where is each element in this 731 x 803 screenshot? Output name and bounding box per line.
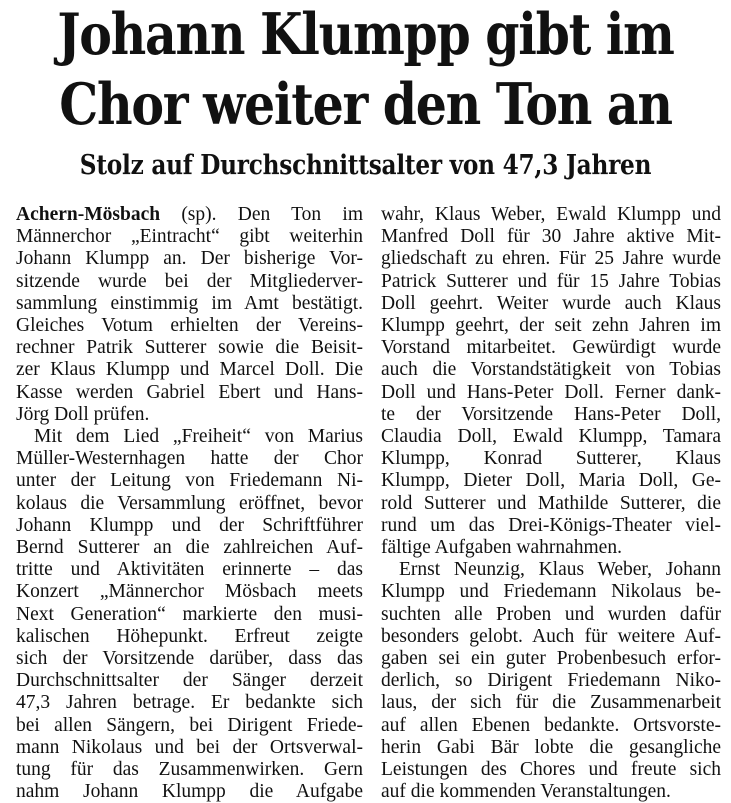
text-line: Durchschnittsalter der Sänger derzeit — [16, 670, 363, 692]
text-line: Manfred Doll für 30 Jahre aktive Mit- — [381, 226, 721, 248]
text-line: Müller-Westernhagen hatte der Chor — [16, 448, 363, 470]
text-line: besonders gelobt. Auch für weitere Auf- — [381, 625, 721, 647]
text-line: 47,3 Jahren betrage. Er bedankte sich — [16, 692, 363, 714]
text-line: Patrick Sutterer und für 15 Jahre Tobias — [381, 270, 721, 292]
text-line: Bernd Sutterer an die zahlreichen Auf- — [16, 537, 363, 559]
text-line: Johann Klumpp und der Schriftführer — [16, 514, 363, 536]
text-line: te der Vorsitzende Hans-Peter Doll, — [381, 403, 721, 425]
text-line-content: (sp). Den Ton im — [160, 204, 363, 225]
text-line: mann Nikolaus und bei der Ortsverwal- — [16, 736, 363, 758]
text-line: bei allen Sängern, bei Dirigent Friede- — [16, 714, 363, 736]
text-line: Klumpp, Konrad Sutterer, Klaus — [381, 448, 721, 470]
text-line: rechner Patrik Sutterer sowie die Beisit- — [16, 337, 363, 359]
text-line: Ernst Neunzig, Klaus Weber, Johann — [399, 559, 721, 581]
text-line: sammlung einstimmig im Amt bestätigt. — [16, 292, 363, 314]
text-line: fältige Aufgaben wahrnahmen. — [381, 537, 622, 559]
text-line: sitzende wurde bei der Mitgliederver- — [16, 270, 363, 292]
text-line: auch die Vorstandstätigkeit von Tobias — [381, 359, 721, 381]
text-line: gliedschaft zu ehren. Für 25 Jahre wurde — [381, 248, 721, 270]
subheadline: Stolz auf Durchschnittsalter von 47,3 Jahren — [79, 150, 652, 181]
text-line: Klumpp geehrt, der seit zehn Jahren im — [381, 315, 721, 337]
text-line: Claudia Doll, Ewald Klumpp, Tamara — [381, 426, 721, 448]
text-line: Jörg Doll prüfen. — [16, 403, 150, 425]
article-column-right — [381, 204, 721, 803]
text-line: Vorstand mitarbeitet. Gewürdigt wurde — [381, 337, 721, 359]
text-line: tritte und Aktivitäten erinnerte – das — [16, 559, 363, 581]
headline-line-1: Johann Klumpp gibt im — [57, 1, 674, 68]
text-line: Gleiches Votum erhielten der Vereins- — [16, 315, 363, 337]
text-line: auf allen Ebenen bedankte. Ortsvorste- — [381, 714, 721, 736]
text-line: auf die kommenden Veranstaltungen. — [381, 781, 671, 803]
text-line: wahr, Klaus Weber, Ewald Klumpp und — [381, 204, 721, 225]
dateline: Achern-Mösbach — [16, 204, 161, 225]
text-line: Next Generation“ markierte den musi- — [16, 603, 363, 625]
text-line: suchten alle Proben und wurden dafür — [381, 603, 721, 625]
text-line: Klumpp und Friedemann Nikolaus be- — [381, 581, 721, 603]
headline-line-2: Chor weiter den Ton an — [59, 71, 672, 138]
text-line: Leistungen des Chores und freute sich — [381, 759, 721, 781]
text-line: kalischen Höhepunkt. Erfreut zeigte — [16, 625, 363, 647]
text-line: Klumpp, Dieter Doll, Maria Doll, Ge- — [381, 470, 721, 492]
text-line: rold Sutterer und Mathilde Sutterer, die — [381, 492, 721, 514]
text-line: Männerchor „Eintracht“ gibt weiterhin — [16, 226, 363, 248]
text-line: Doll und Hans-Peter Doll. Ferner dank- — [381, 381, 721, 403]
text-line: rund um das Drei-Königs-Theater viel- — [381, 514, 721, 536]
text-line: Doll geehrt. Weiter wurde auch Klaus — [381, 292, 721, 314]
text-line: derlich, so Dirigent Friedemann Niko- — [381, 670, 721, 692]
text-line: tung für das Zusammenwirken. Gern — [16, 759, 363, 781]
text-line: unter der Leitung von Friedemann Ni- — [16, 470, 363, 492]
text-line: nahm Johann Klumpp die Aufgabe — [16, 781, 363, 803]
text-line: sich der Vorsitzende darüber, dass das — [16, 648, 363, 670]
text-line: zer Klaus Klumpp und Marcel Doll. Die — [16, 359, 363, 381]
text-line — [16, 204, 363, 226]
text-line: Johann Klumpp an. Der bisherige Vor- — [16, 248, 363, 270]
text-line: gaben sei ein guter Probenbesuch erfor- — [381, 648, 721, 670]
text-line: Mit dem Lied „Freiheit“ von Marius — [34, 426, 363, 448]
text-line: Konzert „Männerchor Mösbach meets — [16, 581, 363, 603]
text-line: Kasse werden Gabriel Ebert und Hans- — [16, 381, 363, 403]
text-line: herin Gabi Bär lobte die gesangliche — [381, 736, 721, 758]
article-column-left — [16, 204, 363, 803]
headline — [51, 0, 680, 140]
text-line: kolaus die Versammlung eröffnet, bevor — [16, 492, 363, 514]
text-line: laus, der sich für die Zusammenarbeit — [381, 692, 721, 714]
